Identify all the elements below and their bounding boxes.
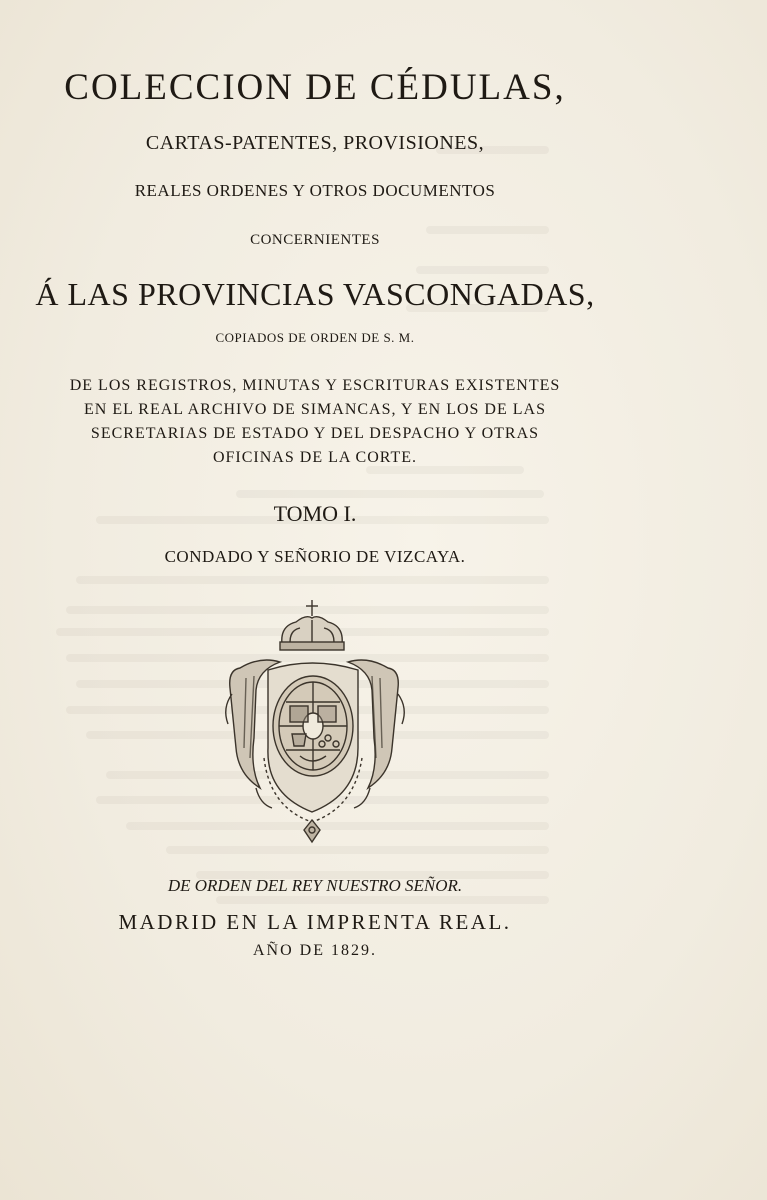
registry-line-2: EN EL REAL ARCHIVO DE SIMANCAS, Y EN LOS DE LAS <box>84 401 546 418</box>
provinces-heading: Á LAS PROVINCIAS VASCONGADAS, <box>35 276 595 312</box>
volume-number: TOMO I. <box>273 501 357 526</box>
subtitle-line-1: CARTAS-PATENTES, PROVISIONES, <box>145 132 485 154</box>
registry-line-3: SECRETARIAS DE ESTADO Y DEL DESPACHO Y OTRAS <box>90 425 540 442</box>
copied-by-line: COPIADOS DE ORDEN DE S. M. <box>215 330 415 345</box>
county-heading: CONDADO Y SEÑORIO DE VIZCAYA. <box>164 547 466 566</box>
printer-imprint: MADRID EN LA IMPRENTA REAL. <box>118 910 512 934</box>
royal-order-line: DE ORDEN DEL REY NUESTRO SEÑOR. <box>167 876 463 895</box>
publication-year: AÑO DE 1829. <box>253 942 377 959</box>
page-title: COLECCION DE CÉDULAS, <box>64 67 566 108</box>
registry-line-4: OFICINAS DE LA CORTE. <box>212 449 418 466</box>
registry-paragraph <box>0 374 630 470</box>
registry-line-1: DE LOS REGISTROS, MINUTAS Y ESCRITURAS EXISTENTES <box>69 377 561 394</box>
subtitle-line-3: CONCERNIENTES <box>250 232 380 248</box>
subtitle-line-2: REALES ORDENES Y OTROS DOCUMENTOS <box>134 181 496 200</box>
royal-coat-of-arms-icon <box>220 598 410 844</box>
